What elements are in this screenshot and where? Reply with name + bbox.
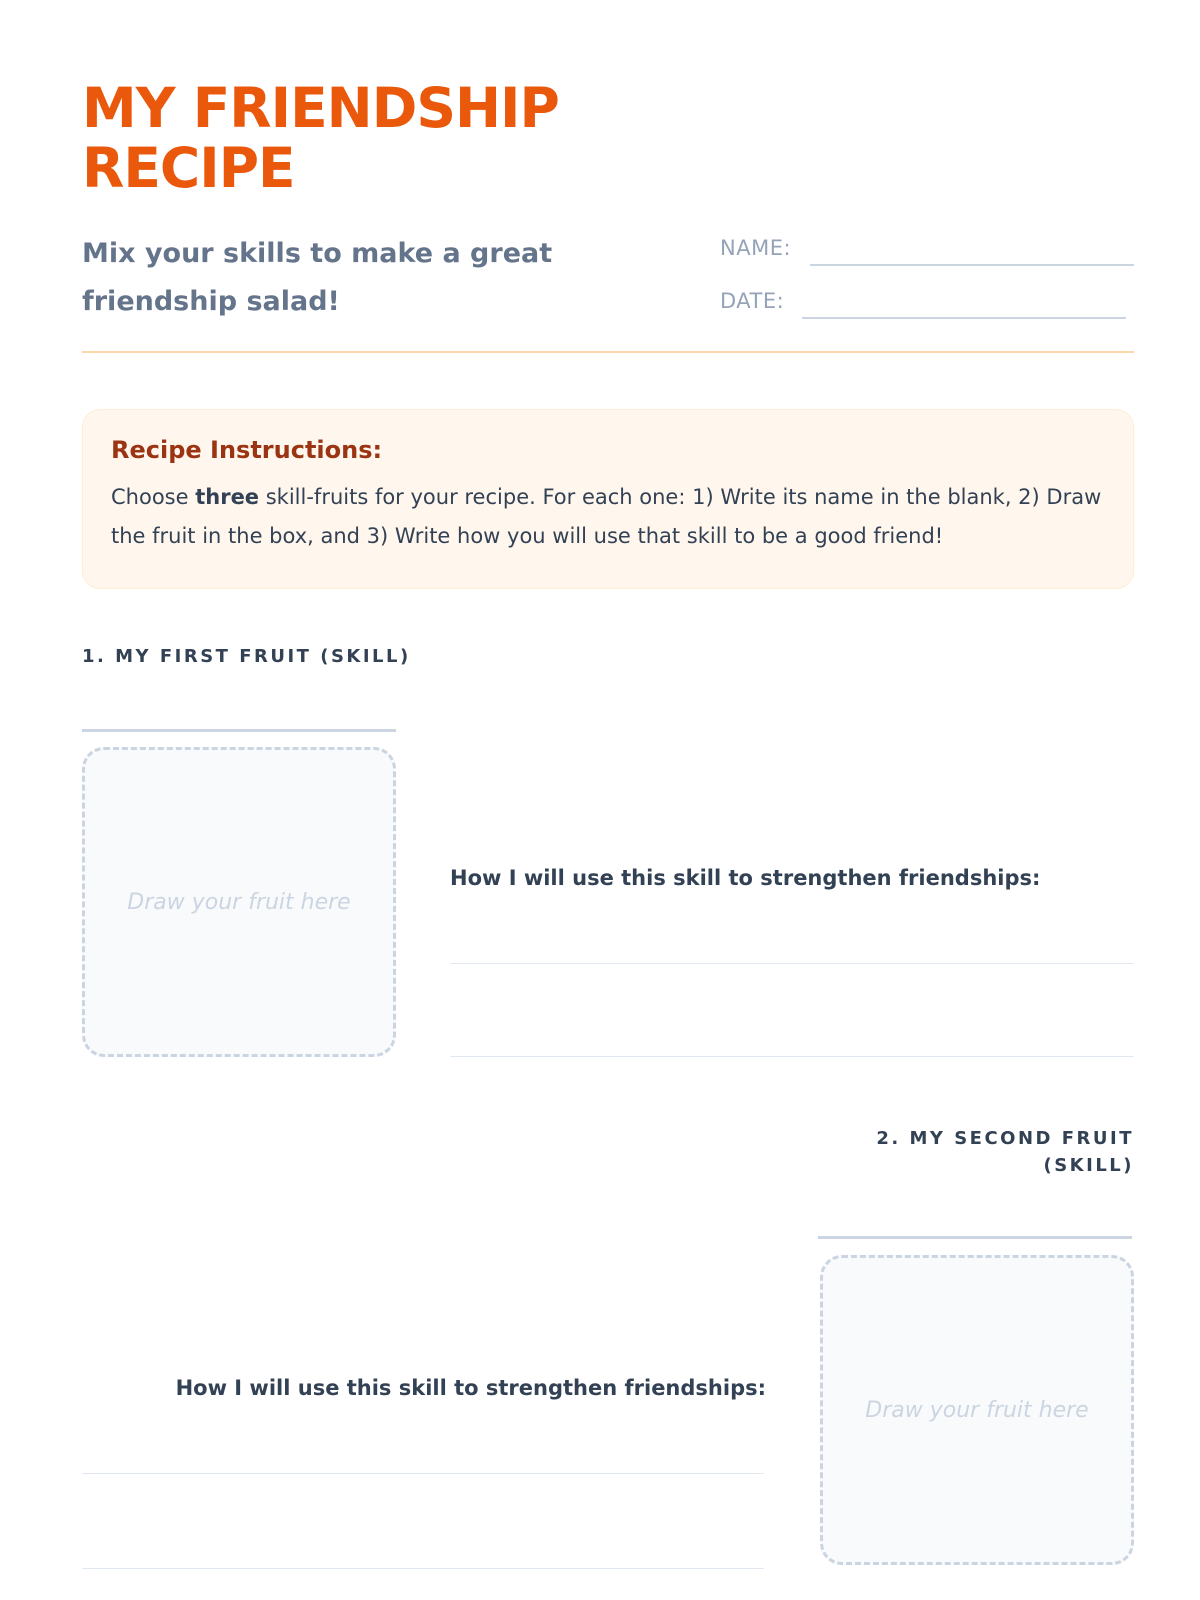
section-2-label-line-1: 2. MY SECOND FRUIT	[876, 1128, 1134, 1149]
section-2-draw-hint: Draw your fruit here	[865, 1397, 1089, 1423]
section-1-write-line-2[interactable]	[450, 1056, 1134, 1057]
instructions-text-start: Choose	[111, 485, 196, 509]
section-1-draw-box[interactable]	[82, 747, 396, 1057]
section-1-draw-hint: Draw your fruit here	[127, 889, 351, 915]
section-2-prompt: How I will use this skill to strengthen friendships:	[175, 1376, 766, 1400]
section-1-fruit-name-line[interactable]	[82, 729, 396, 732]
page-subtitle: Mix your skills to make a great friendship salad!	[82, 238, 553, 317]
date-blank-line[interactable]	[802, 315, 1126, 319]
section-2-write-line-1[interactable]	[82, 1473, 764, 1474]
name-field	[720, 226, 1134, 266]
title-line-2: RECIPE	[82, 136, 295, 200]
instructions-box	[82, 409, 1134, 589]
section-1-write-line-1[interactable]	[450, 963, 1134, 964]
name-label: NAME:	[720, 236, 792, 260]
section-2-write-line-2[interactable]	[82, 1568, 764, 1569]
instructions-text-emphasis: three	[195, 485, 260, 509]
section-2-label	[876, 1125, 1134, 1179]
instructions-heading: Recipe Instructions:	[111, 436, 383, 464]
section-1-prompt: How I will use this skill to strengthen friendships:	[450, 866, 1041, 890]
header-divider	[82, 351, 1134, 353]
instructions-text	[111, 478, 1105, 556]
section-1-label: 1. MY FIRST FRUIT (SKILL)	[82, 646, 411, 667]
instructions-text-end: skill-fruits for your recipe. For each one: 1) Write its name in the blank, 2) Draw the fruit in the box, and 3) Write how you will use that skill to be a good friend!	[111, 485, 1102, 548]
page-title	[82, 78, 702, 198]
worksheet-page	[82, 0, 1134, 1600]
section-2-draw-box[interactable]	[820, 1255, 1134, 1565]
section-2-label-line-2: (SKILL)	[1043, 1155, 1134, 1176]
date-label: DATE:	[720, 289, 785, 313]
title-line-1: MY FRIENDSHIP	[82, 76, 559, 140]
date-field	[720, 279, 1126, 319]
name-blank-line[interactable]	[810, 262, 1134, 266]
section-2-fruit-name-line[interactable]	[818, 1236, 1132, 1239]
